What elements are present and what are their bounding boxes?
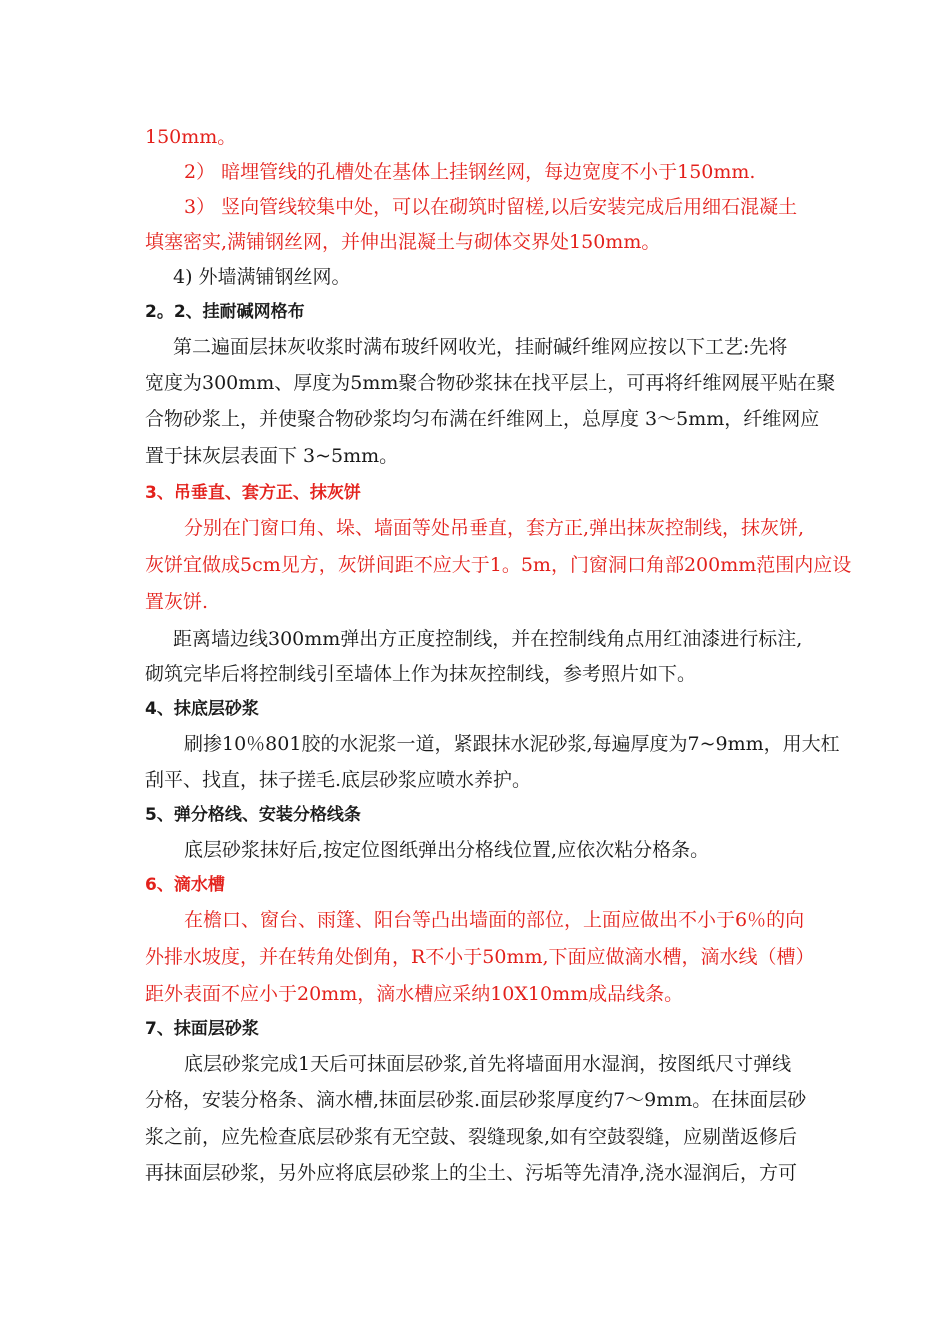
text-line: 刷掺10％801胶的水泥浆一道，紧跟抹水泥砂浆,每遍厚度为7~9mm，用大杠 [184, 733, 840, 755]
text-line: 4) 外墙满铺钢丝网。 [173, 266, 351, 288]
section-heading: 5、弹分格线、安装分格线条 [145, 805, 361, 825]
text-line: 再抹面层砂浆，另外应将底层砂浆上的尘土、污垢等先清净,浇水湿润后，方可 [145, 1162, 798, 1184]
text-line: 外排水坡度，并在转角处倒角，R不小于50mm,下面应做滴水槽，滴水线（槽） [145, 946, 815, 968]
text-line: 刮平、找直，抹子搓毛.底层砂浆应喷水养护。 [145, 769, 532, 791]
text-line: 浆之前，应先检查底层砂浆有无空鼓、裂缝现象,如有空鼓裂缝，应剔凿返修后 [145, 1126, 798, 1148]
text-line: 合物砂浆上，并使聚合物砂浆均匀布满在纤维网上，总厚度 3～5mm，纤维网应 [145, 408, 820, 430]
text-line: 灰饼宜做成5cm见方，灰饼间距不应大于1。5m，门窗洞口角部200mm范围内应设 [145, 554, 852, 576]
text-line: 砌筑完毕后将控制线引至墙体上作为抹灰控制线，参考照片如下。 [145, 663, 697, 685]
section-heading: 6、滴水槽 [145, 875, 225, 895]
text-line: 150mm。 [145, 126, 237, 148]
text-line: 在檐口、窗台、雨篷、阳台等凸出墙面的部位，上面应做出不小于6％的向 [184, 909, 805, 931]
text-line: 距离墙边线300mm弹出方正度控制线，并在控制线角点用红油漆进行标注, [173, 628, 803, 650]
text-line: 2） 暗埋管线的孔槽处在基体上挂钢丝网，每边宽度不小于150mm. [184, 161, 756, 183]
text-line: 底层砂浆完成1天后可抹面层砂浆,首先将墙面用水湿润，按图纸尺寸弹线 [184, 1053, 792, 1075]
text-line: 距外表面不应小于20mm，滴水槽应采纳10X10mm成品线条。 [145, 983, 684, 1005]
text-line: 置于抹灰层表面下 3~5mm。 [145, 445, 399, 467]
text-line: 分别在门窗口角、垛、墙面等处吊垂直，套方正,弹出抹灰控制线，抹灰饼, [184, 517, 805, 539]
section-heading: 7、抹面层砂浆 [145, 1019, 259, 1039]
text-line: 分格，安装分格条、滴水槽,抹面层砂浆.面层砂浆厚度约7～9mm。在抹面层砂 [145, 1089, 807, 1111]
section-heading: 2。2、挂耐碱网格布 [145, 302, 305, 322]
text-line: 底层砂浆抹好后,按定位图纸弹出分格线位置,应依次粘分格条。 [184, 839, 710, 861]
text-line: 填塞密实,满铺钢丝网，并伸出混凝土与砌体交界处150mm。 [145, 231, 661, 253]
section-heading: 3、吊垂直、套方正、抹灰饼 [145, 483, 361, 503]
section-heading: 4、抹底层砂浆 [145, 699, 259, 719]
text-line: 置灰饼. [145, 591, 209, 613]
text-line: 宽度为300mm、厚度为5mm聚合物砂浆抹在找平层上，可再将纤维网展平贴在聚 [145, 372, 836, 394]
text-line: 第二遍面层抹灰收浆时满布玻纤网收光，挂耐碱纤维网应按以下工艺:先将 [173, 336, 788, 358]
text-line: 3） 竖向管线较集中处，可以在砌筑时留槎,以后安装完成后用细石混凝土 [184, 196, 798, 218]
